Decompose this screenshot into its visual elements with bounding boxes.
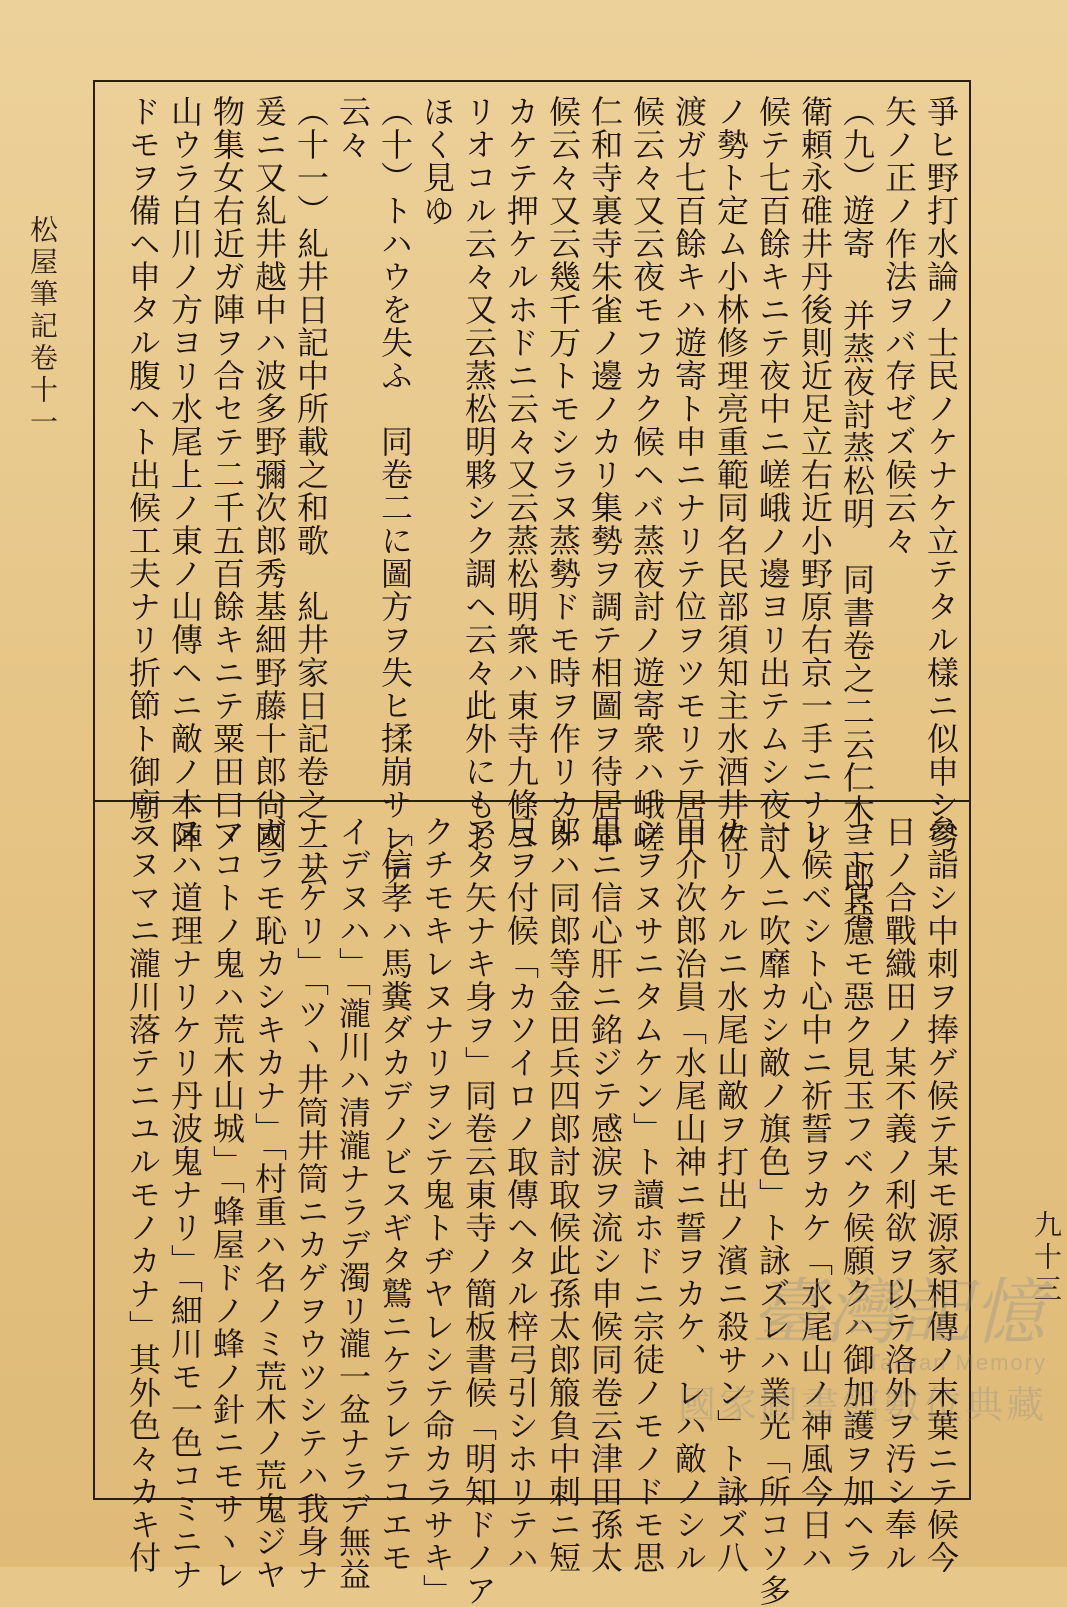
page-number: 九十三 xyxy=(1030,1210,1063,1306)
text-column: シヲヌサニタムケン」ト讀ホドニ宗徒ノモノドモ思 xyxy=(628,815,666,1574)
text-column: 仁和寺裏寺朱雀ノ邊ノカリ集勢ヲ調テ相圖ヲ待居申 xyxy=(586,95,624,854)
text-column: ラヌマニ瀧川落テニユルモノカナ」其外色々カキ付 xyxy=(124,815,162,1574)
text-column: （十）トハウを失ふ 同卷二に圖方ヲ失ヒ揉崩サレテ xyxy=(376,95,414,887)
text-column: 候云々又云夜モフカク候ヘバ蒸夜討ノ遊寄衆ハ峨嵯 xyxy=(628,95,666,854)
text-column: 田介次郎治員「水尾山神ニ誓ヲカケ、レハ敵ノシル xyxy=(670,815,708,1574)
watermark-main-text: 臺灣記憶 xyxy=(750,1270,1047,1354)
text-column: 「信孝ハ馬糞ダカデノビスギタ鷲ニケラレテコエモ xyxy=(376,815,414,1574)
text-column: 日ノ合戰織田ノ某不義ノ利欲ヲ以テ洛外ヲ汚シ奉ル xyxy=(880,815,918,1574)
text-column: （十一）糺井日記中所載之和歌 糺井家日記卷之二云 xyxy=(292,95,330,887)
text-column: 一入ニ吹靡カシ敵ノ旗色」ト詠ズレハ業光「所コソ多 xyxy=(754,815,792,1607)
text-column: 郎ハ同郎等金田兵四郎討取候此孫太郎箙負中刺ニ短 xyxy=(544,815,582,1574)
text-column: 爰ニ又糺井越中ハ波多野彌次郎秀基細野藤十郎尙國 xyxy=(250,95,288,854)
text-column: カケテ押ケルホドニ云々又云蒸松明衆ハ東寺九條ヨ xyxy=(502,95,540,854)
text-column: 渡ガ七百餘キハ遊寄ト申ニナリテ位ヲツモリテ居申 xyxy=(670,95,708,854)
running-title: 松屋筆記卷十一 xyxy=(26,215,59,439)
text-column: イデヌハ」「瀧川ハ清瀧ナラデ濁リ瀧一盆ナラデ無益 xyxy=(334,815,372,1591)
text-column: 云々 xyxy=(334,95,372,161)
text-column: 衛頼永碓井丹後則近足立右近小野原右京一手ニナリ xyxy=(796,95,834,854)
text-column: ドモヲ備ヘ申タル腹ヘト出候工夫ナリ折節ト御廟ヘ xyxy=(124,95,162,854)
text-column: 尺ヲ付候「カソイロノ取傳ヘタル梓弓引シホリテハ xyxy=(502,815,540,1574)
text-column: 思ニ信心肝ニ銘ジテ感涙ヲ流シ申候同卷云津田孫太 xyxy=(586,815,624,1574)
watermark-subtitle: Taiwan Memory xyxy=(866,1350,1047,1375)
text-column: ほく見ゆ xyxy=(418,95,456,227)
text-column: クチモキレヌナリヲシテ鬼トヂヤレシテ命カラサキ」 xyxy=(418,815,456,1607)
text-column: 參詣シ中刺ヲ捧ゲ候テ某モ源家相傳ノ末葉ニテ候今 xyxy=(922,815,960,1574)
text-column: ノ勢ト定ム小林修理亮重範同名民部須知主水酒井佐 xyxy=(712,95,750,854)
text-column: 候テ七百餘キニテ夜中ニ嵯峨ノ邊ヨリ出テムシ夜討 xyxy=(754,95,792,854)
text-column: カリケルニ水尾山敵ヲ打出ノ濱ニ殺サン」ト詠ズ八 xyxy=(712,815,750,1574)
text-column: アタ矢ナキ身ヲ」同卷云東寺ノ簡板書候「明知ドノア xyxy=(460,815,498,1607)
watermark-library-name: 國家圖書館數位典藏 xyxy=(677,1383,1047,1427)
text-column: マコトノ鬼ハ荒木山城」「蜂屋ドノ蜂ノ針ニモサヽレ xyxy=(208,815,246,1591)
text-column: レ候ベシト心中ニ祈誓ヲカケ「水尾山ノ神風今日ハ xyxy=(796,815,834,1574)
text-column: 候云々又云幾千万トモシラヌ蒸勢ドモ時ヲ作リカケ xyxy=(544,95,582,854)
text-column: （九）遊寄 并蒸夜討蒸松明 同書卷之二云仁木三郎兵 xyxy=(838,95,876,926)
text-column: 矢ノ正ノ作法ヲバ存ゼズ候云々 xyxy=(880,95,918,557)
text-column: ナリケリ」「ツヽ井筒井筒ニカゲヲウツシテハ我身ナ xyxy=(292,815,330,1591)
text-column: 物集女右近ガ陣ヲ合セテ二千五百餘キニテ粟田口ノ xyxy=(208,95,246,854)
text-column: コト冥慮モ惡ク見玉フベク候願クハ御加護ヲ加ヘラ xyxy=(838,815,876,1574)
text-column: 山ウラ白川ノ方ヨリ水尾上ノ東ノ山傳ヘニ敵ノ本陣 xyxy=(166,95,204,854)
text-column: ヌハ道理ナリケリ丹波鬼ナリ」「細川モ一色コミニナ xyxy=(166,815,204,1591)
text-column: 爭ヒ野打水論ノ士民ノケナケ立テタル樣ニ似申シ弓 xyxy=(922,95,960,854)
text-column: リオコル云々又云蒸松明夥シク調ヘ云々此外にもお xyxy=(460,95,498,854)
text-column: ガラモ恥カシキカナ」「村重ハ名ノミ荒木ノ荒鬼ジヤ xyxy=(250,815,288,1591)
